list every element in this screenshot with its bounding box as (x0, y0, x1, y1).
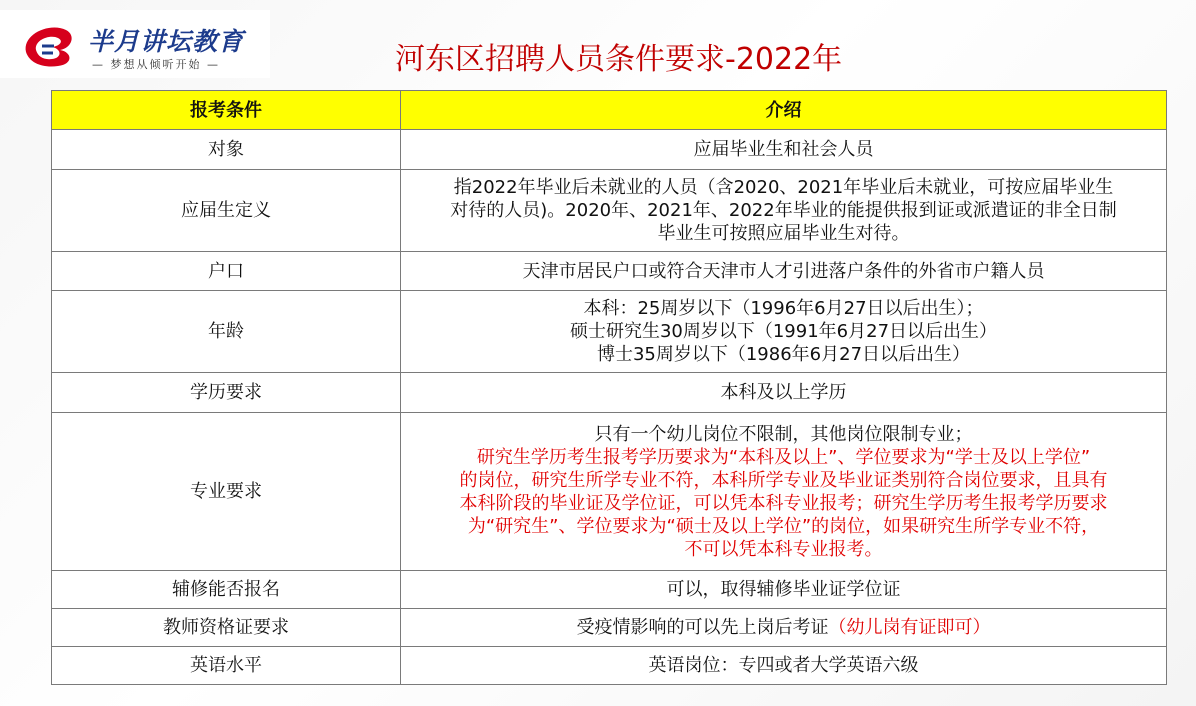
brand-slogan: — 梦想从倾听开始 — (92, 58, 220, 71)
table-row (52, 130, 1167, 170)
value-line: 指2022年毕业后未就业的人员（含2020、2021年毕业后未就业，可按应届毕业生 (453, 177, 1114, 198)
row-label: 应届生定义 (52, 170, 401, 252)
highlight-line: 不可以凭本科专业报考。 (684, 538, 883, 560)
value-line: 硕士研究生30周岁以下（1991年6月27日以后出生） (569, 321, 998, 342)
conditions-table (51, 90, 1167, 685)
row-label: 教师资格证要求 (52, 609, 401, 647)
brand-name: 半月讲坛教育 (88, 27, 245, 56)
value-line: 博士35周岁以下（1986年6月27日以后出生） (596, 344, 971, 365)
row-label: 户口 (52, 252, 401, 291)
value-note: （幼儿岗有证即可） (828, 617, 991, 638)
row-label: 英语水平 (52, 647, 401, 685)
table-row (52, 291, 1167, 373)
row-value: 可以，取得辅修毕业证学位证 (401, 571, 1167, 609)
row-label: 学历要求 (52, 373, 401, 413)
row-value (401, 413, 1167, 571)
header-condition: 报考条件 (52, 91, 401, 130)
table-row (52, 413, 1167, 571)
row-label: 专业要求 (52, 413, 401, 571)
table-row (52, 571, 1167, 609)
row-value: 天津市居民户口或符合天津市人才引进落户条件的外省市户籍人员 (401, 252, 1167, 291)
value-line: 本科：25周岁以下（1996年6月27日以后出生）； (583, 298, 984, 319)
brand-logo (0, 10, 270, 78)
row-value: 英语岗位：专四或者大学英语六级 (401, 647, 1167, 685)
highlight-line: 研究生学历考生报考学历要求为“本科及以上”、学位要求为“学士及以上学位” (476, 446, 1091, 468)
value-line: 对待的人员)。2020年、2021年、2022年毕业的能提供报到证或派遣证的非全日制 (450, 200, 1117, 221)
page-title: 河东区招聘人员条件要求-2022年 (395, 42, 843, 77)
row-label: 辅修能否报名 (52, 571, 401, 609)
value-text: 受疫情影响的可以先上岗后考证 (576, 617, 829, 638)
value-line: 只有一个幼儿岗位不限制，其他岗位限制专业； (594, 423, 973, 445)
row-value (401, 291, 1167, 373)
row-value (401, 609, 1167, 647)
highlight-line: 本科阶段的毕业证及学位证，可以凭本科专业报考；研究生学历考生报考学历要求 (459, 492, 1108, 514)
row-label: 年龄 (52, 291, 401, 373)
table-row (52, 373, 1167, 413)
row-value: 本科及以上学历 (401, 373, 1167, 413)
table-row (52, 609, 1167, 647)
row-value: 应届毕业生和社会人员 (401, 130, 1167, 170)
table-header-row (52, 91, 1167, 130)
highlight-line: 为“研究生”、学位要求为“硕士及以上学位”的岗位，如果研究生所学专业不符， (467, 515, 1100, 537)
row-label: 对象 (52, 130, 401, 170)
row-value (401, 170, 1167, 252)
value-line: 毕业生可按照应届毕业生对待。 (657, 223, 910, 244)
table-row (52, 647, 1167, 685)
highlight-line: 的岗位，研究生所学专业不符，本科所学专业及毕业证类别符合岗位要求，且具有 (459, 469, 1108, 491)
table-row (52, 170, 1167, 252)
table-row (52, 252, 1167, 291)
header-introduction: 介绍 (401, 91, 1167, 130)
logo-b-icon (20, 22, 78, 68)
